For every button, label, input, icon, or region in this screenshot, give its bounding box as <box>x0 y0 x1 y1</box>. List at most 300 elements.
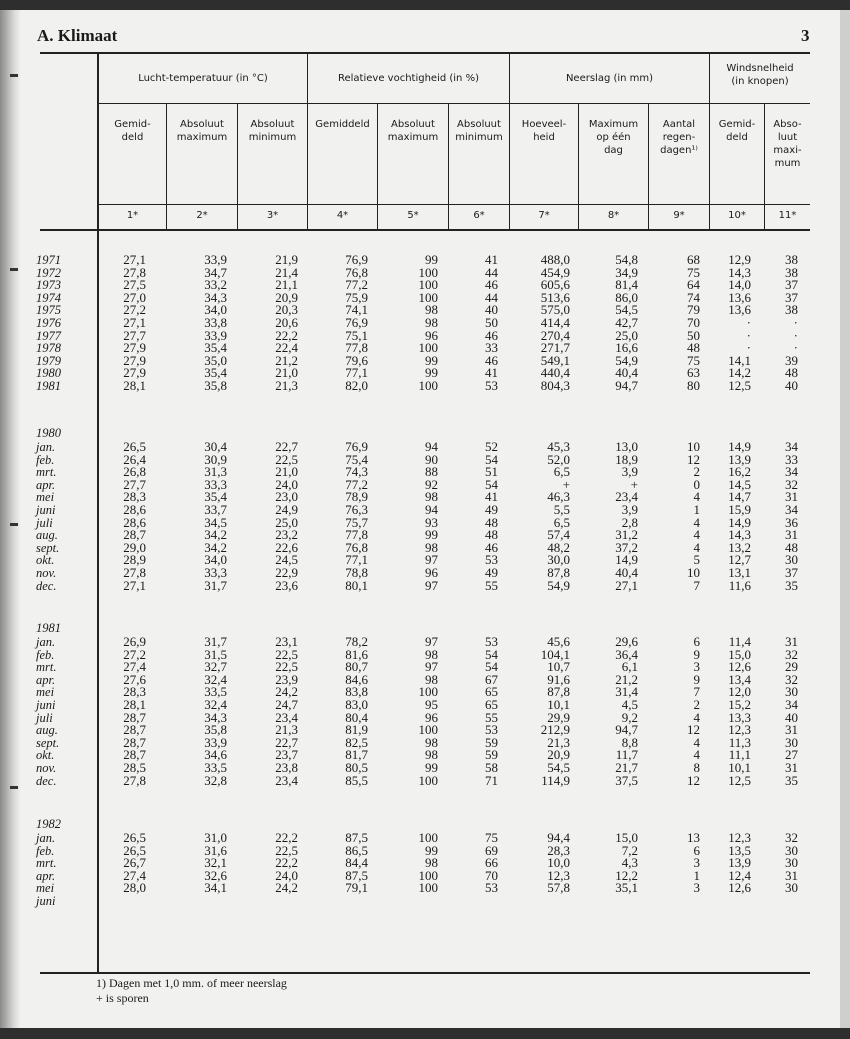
column-header <box>510 118 578 144</box>
table-cell: 23,1 <box>275 634 298 649</box>
table-cell: 27,6 <box>123 671 146 687</box>
table-cell: 8,8 <box>621 734 638 750</box>
table-cell: 35,4 <box>204 365 227 381</box>
table-cell: 76,9 <box>345 314 368 330</box>
table-cell: 59 <box>485 734 498 750</box>
table-cell: 21,2 <box>615 671 638 687</box>
table-cell: 37 <box>785 277 798 293</box>
column-header-line: op één <box>596 132 631 143</box>
table-cell: 42,7 <box>615 314 638 330</box>
row-label: feb. <box>36 843 55 858</box>
row-label: mrt. <box>36 660 57 675</box>
data-column <box>438 441 498 592</box>
table-cell: 37 <box>785 289 798 305</box>
table-cell: 6,1 <box>621 659 638 675</box>
table-cell: 24,5 <box>275 552 298 568</box>
table-cell: 270,4 <box>540 327 570 343</box>
table-cell: 48,2 <box>547 539 570 555</box>
table-cell: 26,5 <box>123 842 146 858</box>
table-cell: 27,8 <box>123 564 146 580</box>
column-header <box>710 118 764 144</box>
table-cell: 10,0 <box>547 855 570 871</box>
table-cell: 13,2 <box>728 539 751 555</box>
data-column <box>578 832 638 895</box>
table-cell: 23,4 <box>275 772 298 788</box>
row-label: mrt. <box>36 465 57 480</box>
table-cell: 87,8 <box>547 684 570 700</box>
table-cell: 12,9 <box>728 252 751 267</box>
table-cell: 16,2 <box>728 464 751 480</box>
table-cell: 31 <box>785 489 798 505</box>
row-label: nov. <box>36 760 57 775</box>
table-cell: 75,4 <box>345 451 368 467</box>
table-cell: 98 <box>425 747 438 763</box>
table-cell: 77,2 <box>345 277 368 293</box>
table-cell: 20,6 <box>275 314 298 330</box>
table-cell: 24,0 <box>275 476 298 492</box>
table-cell: 98 <box>425 314 438 330</box>
table-cell: 78,8 <box>345 564 368 580</box>
column-header-line: Absoluut <box>250 119 295 130</box>
table-cell: 21,0 <box>275 464 298 480</box>
table-cell: 38 <box>785 252 798 267</box>
column-number: 10* <box>728 210 746 221</box>
table-cell: 33,3 <box>204 564 227 580</box>
table-cell: 27,4 <box>123 867 146 883</box>
table-cell: + <box>562 476 570 492</box>
table-cell: 488,0 <box>540 252 570 267</box>
table-cell: 23,6 <box>275 577 298 593</box>
table-cell: 53 <box>485 722 498 738</box>
table-cell: 31 <box>785 527 798 543</box>
table-cell: 46 <box>485 327 498 343</box>
table-cell: 10,7 <box>547 659 570 675</box>
table-cell: 54,5 <box>615 302 638 318</box>
table-cell: 97 <box>425 634 438 649</box>
table-cell: 98 <box>425 671 438 687</box>
table-cell: 12 <box>687 451 700 467</box>
table-cell: 94 <box>425 501 438 517</box>
table-cell: · <box>746 327 751 343</box>
row-label: feb. <box>36 452 55 467</box>
table-cell: 28,7 <box>123 734 146 750</box>
table-cell: 77,1 <box>345 552 368 568</box>
table-cell: 54 <box>485 451 498 467</box>
table-cell: 4,5 <box>621 696 638 712</box>
table-cell: 32,7 <box>204 659 227 675</box>
table-cell: 75 <box>485 830 498 845</box>
table-cell: 34 <box>785 501 798 517</box>
table-cell: 3,9 <box>621 501 638 517</box>
row-label: okt. <box>36 748 55 763</box>
table-cell: 6,5 <box>553 514 570 530</box>
table-cell: 74 <box>687 289 700 305</box>
table-cell: 79,1 <box>345 880 368 896</box>
table-cell: 22,5 <box>275 451 298 467</box>
table-cell: 9 <box>693 671 700 687</box>
table-cell: 80,5 <box>345 759 368 775</box>
table-cell: 32,4 <box>204 696 227 712</box>
table-cell: 6,5 <box>553 464 570 480</box>
data-column <box>738 636 798 787</box>
column-header-line: luut <box>777 132 798 143</box>
table-cell: 71 <box>485 772 498 788</box>
table-cell: 33,7 <box>204 501 227 517</box>
column-header <box>579 118 648 157</box>
table-cell: 54 <box>485 476 498 492</box>
page-binding <box>0 10 20 1030</box>
table-cell: 28,0 <box>123 880 146 896</box>
header-bottom-rule <box>40 229 810 231</box>
table-cell: 20,9 <box>547 747 570 763</box>
table-cell: 28,3 <box>123 489 146 505</box>
table-cell: 30 <box>785 734 798 750</box>
row-label: sept. <box>36 540 60 555</box>
table-cell: 20,3 <box>275 302 298 318</box>
table-cell: 605,6 <box>540 277 570 293</box>
table-cell: 96 <box>425 709 438 725</box>
data-column <box>578 441 638 592</box>
header-divider <box>97 204 810 205</box>
table-cell: 12,6 <box>728 880 751 896</box>
table-cell: 34,0 <box>204 302 227 318</box>
row-label: 1977 <box>36 328 61 343</box>
table-cell: 26,5 <box>123 439 146 454</box>
table-cell: 54 <box>485 659 498 675</box>
table-cell: 32,6 <box>204 867 227 883</box>
row-label: 1971 <box>36 253 61 267</box>
table-cell: 14,9 <box>728 514 751 530</box>
table-cell: 54,9 <box>615 352 638 368</box>
table-cell: 100 <box>418 772 438 788</box>
table-cell: 7 <box>693 577 700 593</box>
table-cell: 34,9 <box>615 264 638 280</box>
table-cell: 23,2 <box>275 527 298 543</box>
table-cell: 29,0 <box>123 539 146 555</box>
table-cell: 57,8 <box>547 880 570 896</box>
row-labels <box>36 622 61 787</box>
row-label: 1974 <box>36 290 61 305</box>
table-cell: 69 <box>485 842 498 858</box>
table-cell: 22,6 <box>275 539 298 555</box>
table-cell: 15,9 <box>728 501 751 517</box>
row-label: nov. <box>36 565 57 580</box>
table-cell: 7,2 <box>621 842 638 858</box>
table-cell: 31,5 <box>204 646 227 662</box>
table-cell: 80,7 <box>345 659 368 675</box>
column-header <box>765 118 810 170</box>
table-cell: 2,8 <box>621 514 638 530</box>
table-cell: 21,2 <box>275 352 298 368</box>
table-cell: 96 <box>425 564 438 580</box>
row-label: 1978 <box>36 341 61 356</box>
table-cell: 575,0 <box>540 302 570 318</box>
column-header-line: Gemiddeld <box>315 119 370 130</box>
table-cell: 34,7 <box>204 264 227 280</box>
table-cell: 38 <box>785 302 798 318</box>
table-cell: 75 <box>687 352 700 368</box>
data-column <box>238 832 298 895</box>
table-cell: 26,5 <box>123 830 146 845</box>
table-cell: 34 <box>785 439 798 454</box>
table-cell: 22,5 <box>275 646 298 662</box>
table-cell: 27,9 <box>123 340 146 356</box>
column-header <box>449 118 509 144</box>
table-cell: 75,1 <box>345 327 368 343</box>
data-column <box>86 441 146 592</box>
table-cell: 52,0 <box>547 451 570 467</box>
table-cell: 27,1 <box>615 577 638 593</box>
table-cell: 77,8 <box>345 527 368 543</box>
table-cell: 27,1 <box>123 577 146 593</box>
table-cell: 78,2 <box>345 634 368 649</box>
table-cell: 88 <box>425 464 438 480</box>
section-year-heading: 1980 <box>36 426 61 440</box>
table-cell: 51 <box>485 464 498 480</box>
table-cell: 92 <box>425 476 438 492</box>
table-cell: 28,9 <box>123 552 146 568</box>
data-column <box>578 636 638 787</box>
table-cell: 30 <box>785 552 798 568</box>
table-cell: 27,2 <box>123 302 146 318</box>
table-cell: 23,7 <box>275 747 298 763</box>
column-header-line: Abso- <box>773 119 802 130</box>
table-cell: · <box>793 327 798 343</box>
scan-bottom-edge <box>0 1028 850 1039</box>
table-cell: 33 <box>485 340 498 356</box>
table-cell: 23,4 <box>275 709 298 725</box>
table-cell: 11,1 <box>728 747 751 763</box>
table-cell: 86,0 <box>615 289 638 305</box>
row-label: juli <box>36 515 53 530</box>
table-cell: 32 <box>785 830 798 845</box>
table-cell: 34,2 <box>204 527 227 543</box>
table-cell: 31,4 <box>615 684 638 700</box>
table-cell: 23,0 <box>275 489 298 505</box>
row-label: aug. <box>36 528 58 543</box>
table-cell: 99 <box>425 252 438 267</box>
table-cell: 4 <box>693 747 700 763</box>
column-header-line: deld <box>121 132 144 143</box>
table-cell: 11,7 <box>615 747 638 763</box>
table-cell: 6 <box>693 842 700 858</box>
table-cell: 13,3 <box>728 709 751 725</box>
table-cell: 99 <box>425 352 438 368</box>
data-column <box>308 254 368 393</box>
table-cell: 10 <box>687 564 700 580</box>
table-cell: 28,7 <box>123 722 146 738</box>
table-cell: 2 <box>693 696 700 712</box>
table-cell: 27,5 <box>123 277 146 293</box>
table-cell: 11,4 <box>728 634 751 649</box>
table-cell: 25,0 <box>275 514 298 530</box>
table-cell: 84,6 <box>345 671 368 687</box>
data-column <box>378 832 438 895</box>
table-cell: 33,3 <box>204 476 227 492</box>
table-cell: 46 <box>485 539 498 555</box>
column-header-line: maxi- <box>773 145 802 156</box>
table-cell: 8 <box>693 759 700 775</box>
table-cell: 31,7 <box>204 577 227 593</box>
table-cell: 30 <box>785 880 798 896</box>
table-cell: 13,1 <box>728 564 751 580</box>
column-header <box>308 118 377 131</box>
table-cell: 34,6 <box>204 747 227 763</box>
table-cell: 27,9 <box>123 352 146 368</box>
table-cell: 46 <box>485 352 498 368</box>
table-cell: 48 <box>785 539 798 555</box>
table-cell: 30,0 <box>547 552 570 568</box>
table-cell: 10 <box>687 439 700 454</box>
table-cell: 6 <box>693 634 700 649</box>
table-cell: 29,9 <box>547 709 570 725</box>
column-header <box>99 118 166 144</box>
table-cell: 21,9 <box>275 252 298 267</box>
table-cell: 21,7 <box>615 759 638 775</box>
table-cell: 53 <box>485 377 498 393</box>
data-column <box>308 636 368 787</box>
table-cell: 28,7 <box>123 527 146 543</box>
column-header-line: regen- <box>662 132 696 143</box>
table-cell: 30 <box>785 684 798 700</box>
table-cell: 26,8 <box>123 464 146 480</box>
table-cell: 100 <box>418 340 438 356</box>
column-number: 5* <box>407 210 419 221</box>
table-cell: 31 <box>785 722 798 738</box>
table-cell: 68 <box>687 252 700 267</box>
table-cell: 76,8 <box>345 264 368 280</box>
row-label: mrt. <box>36 856 57 871</box>
table-cell: 13,6 <box>728 302 751 318</box>
table-cell: 31,0 <box>204 830 227 845</box>
table-cell: 4 <box>693 539 700 555</box>
table-cell: 13,9 <box>728 855 751 871</box>
table-cell: 14,9 <box>728 439 751 454</box>
row-label: feb. <box>36 647 55 662</box>
table-cell: 34,5 <box>204 514 227 530</box>
row-label: jan. <box>36 440 56 454</box>
binding-mark <box>10 268 18 271</box>
table-cell: 27,2 <box>123 646 146 662</box>
column-header-line: minimum <box>248 132 297 143</box>
table-cell: 79,6 <box>345 352 368 368</box>
binding-mark <box>10 523 18 526</box>
table-cell: 53 <box>485 634 498 649</box>
row-label: mei <box>36 685 55 700</box>
table-cell: 35,4 <box>204 489 227 505</box>
table-cell: 75,9 <box>345 289 368 305</box>
row-label: juni <box>36 502 56 517</box>
table-cell: 75 <box>687 264 700 280</box>
table-cell: 27,9 <box>123 365 146 381</box>
table-cell: 14,5 <box>728 476 751 492</box>
table-cell: 32 <box>785 476 798 492</box>
table-cell: 4 <box>693 514 700 530</box>
column-header-line: maximum <box>387 132 439 143</box>
binding-mark <box>10 74 18 77</box>
table-cell: 12 <box>687 772 700 788</box>
table-cell: 23,4 <box>615 489 638 505</box>
column-header-line: deld <box>726 132 748 143</box>
table-cell: 3 <box>693 659 700 675</box>
table-cell: 12,4 <box>728 867 751 883</box>
table-cell: 57,4 <box>547 527 570 543</box>
table-cell: 79 <box>687 302 700 318</box>
table-cell: 12,3 <box>728 830 751 845</box>
table-cell: 440,4 <box>540 365 570 381</box>
table-cell: 28,5 <box>123 759 146 775</box>
table-cell: 58 <box>485 759 498 775</box>
table-cell: 14,2 <box>728 365 751 381</box>
table-cell: 66 <box>485 855 498 871</box>
table-cell: 67 <box>485 671 498 687</box>
row-label: apr. <box>36 672 56 687</box>
table-cell: 24,2 <box>275 684 298 700</box>
table-cell: 12,6 <box>728 659 751 675</box>
table-cell: 46,3 <box>547 489 570 505</box>
table-cell: 23,9 <box>275 671 298 687</box>
table-cell: 80,4 <box>345 709 368 725</box>
data-column <box>308 832 368 895</box>
table-cell: 74,3 <box>345 464 368 480</box>
table-cell: 99 <box>425 759 438 775</box>
table-cell: 15,0 <box>728 646 751 662</box>
table-cell: 97 <box>425 577 438 593</box>
column-number: 2* <box>196 210 208 221</box>
column-header-line: Maximum <box>588 119 639 130</box>
data-column <box>438 636 498 787</box>
table-cell: · <box>746 314 751 330</box>
table-cell: 100 <box>418 722 438 738</box>
table-cell: 96 <box>425 327 438 343</box>
table-cell: 22,7 <box>275 734 298 750</box>
row-label: 1981 <box>36 378 61 393</box>
table-cell: 12,2 <box>615 867 638 883</box>
table-cell: 98 <box>425 734 438 750</box>
table-cell: 14,3 <box>728 264 751 280</box>
data-column <box>738 832 798 895</box>
row-label: juni <box>36 697 56 712</box>
column-header-line: dagen¹⁾ <box>660 145 698 156</box>
table-cell: 12,5 <box>728 377 751 393</box>
table-cell: 32,1 <box>204 855 227 871</box>
group-header-wind <box>710 62 810 88</box>
table-cell: 77,8 <box>345 340 368 356</box>
table-cell: 40,4 <box>615 564 638 580</box>
table-cell: 34,2 <box>204 539 227 555</box>
table-cell: 38 <box>785 264 798 280</box>
table-cell: 41 <box>485 365 498 381</box>
table-cell: 52 <box>485 439 498 454</box>
table-cell: 5 <box>693 552 700 568</box>
table-cell: 32,8 <box>204 772 227 788</box>
data-column <box>510 832 570 895</box>
table-cell: 33 <box>785 451 798 467</box>
table-cell: 15,2 <box>728 696 751 712</box>
table-cell: 94,7 <box>615 377 638 393</box>
table-cell: 33,5 <box>204 684 227 700</box>
row-label: 1980 <box>36 366 61 381</box>
footnote-traces: + is sporen <box>96 991 149 1005</box>
table-cell: 34,1 <box>204 880 227 896</box>
row-label: sept. <box>36 735 60 750</box>
table-cell: 97 <box>425 659 438 675</box>
table-cell: 83,0 <box>345 696 368 712</box>
table-cell: 100 <box>418 277 438 293</box>
table-cell: 76,8 <box>345 539 368 555</box>
table-cell: 45,3 <box>547 439 570 454</box>
data-column <box>378 254 438 393</box>
